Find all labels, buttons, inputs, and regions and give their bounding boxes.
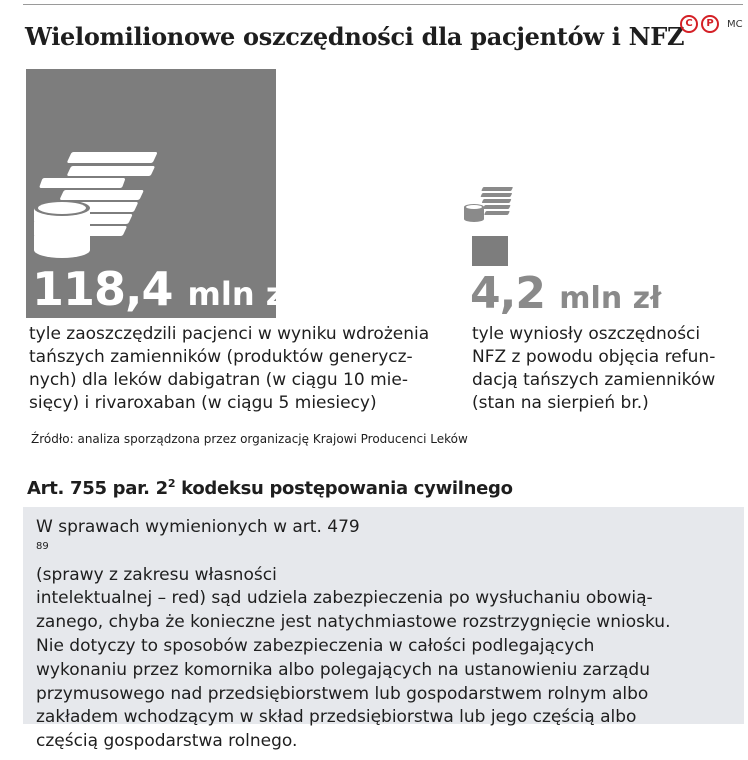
patients-description-line: sięcy) i rivaroxaban (w ciągu 5 miesiecy) xyxy=(29,393,377,413)
brand-author: MC xyxy=(727,18,743,30)
article-text-panel xyxy=(23,507,744,752)
nfz-description-line: (stan na sierpień br.) xyxy=(472,393,649,413)
nfz-description-line: dacją tańszych zamienników xyxy=(472,370,716,390)
nfz-savings-value xyxy=(470,268,661,319)
money-stack-small-icon xyxy=(462,185,518,225)
nfz-description-line: tyle wyniosły oszczędności xyxy=(472,324,701,344)
brand-p-logo: P xyxy=(701,15,719,33)
top-rule xyxy=(23,4,743,5)
page-title: Wielomilionowe oszczędności dla pacjentów i NFZ xyxy=(25,22,685,51)
article-heading-sup: 2 xyxy=(167,477,176,490)
nfz-savings-bar xyxy=(472,236,508,266)
patients-description-line: nych) dla leków dabigatran (w ciągu 10 mie- xyxy=(29,370,408,390)
source-note: Źródło: analiza sporządzona przez organizację Krajowi Producenci Leków xyxy=(31,432,468,446)
article-line: przymusowego nad przedsiębiorstwem lub gospodarstwem rolnym albo xyxy=(36,683,649,704)
article-heading-pre: Art. 755 par. 2 xyxy=(27,478,168,499)
article-line: wykonaniu przez komornika albo polegających na ustanowieniu zarządu xyxy=(36,659,650,680)
article-heading xyxy=(27,477,513,499)
article-line xyxy=(36,516,670,587)
article-line: zakładem wchodzącym w skład przedsiębiorstwa lub jego częścią albo xyxy=(36,707,637,728)
brand-c-logo: C xyxy=(680,15,698,33)
patients-savings-value xyxy=(32,262,296,316)
article-line1-sup: 89 xyxy=(36,540,49,552)
nfz-description-line: NFZ z powodu objęcia refun- xyxy=(472,347,716,367)
article-line: Nie dotyczy to sposobów zabezpieczenia w całości podlegających xyxy=(36,635,595,656)
brand-logo xyxy=(680,15,743,33)
patients-value-number: 118,4 xyxy=(32,262,173,316)
article-heading-post: kodeksu postępowania cywilnego xyxy=(175,478,513,499)
article-line: intelektualnej – red) sąd udziela zabezpieczenia po wysłuchaniu obowią- xyxy=(36,588,653,609)
patients-description-line: tańszych zamienników (produktów generycz- xyxy=(29,347,413,367)
money-stack-icon xyxy=(30,100,200,260)
nfz-description xyxy=(472,323,744,415)
nfz-value-number: 4,2 xyxy=(470,268,545,319)
article-line1-pre: W sprawach wymienionych w art. 479 xyxy=(36,517,360,537)
nfz-value-unit: mln zł xyxy=(559,281,662,316)
article-body xyxy=(36,516,670,754)
article-line: częścią gospodarstwa rolnego. xyxy=(36,731,298,752)
patients-description-line: tyle zaoszczędzili pacjenci w wyniku wdrożenia xyxy=(29,324,430,344)
patients-description xyxy=(29,323,464,415)
article-line: zanego, chyba że konieczne jest natychmiastowe rozstrzygnięcie wniosku. xyxy=(36,612,671,633)
patients-value-unit: mln zł xyxy=(187,275,297,313)
article-line1-post: (sprawy z zakresu własności xyxy=(36,564,277,585)
